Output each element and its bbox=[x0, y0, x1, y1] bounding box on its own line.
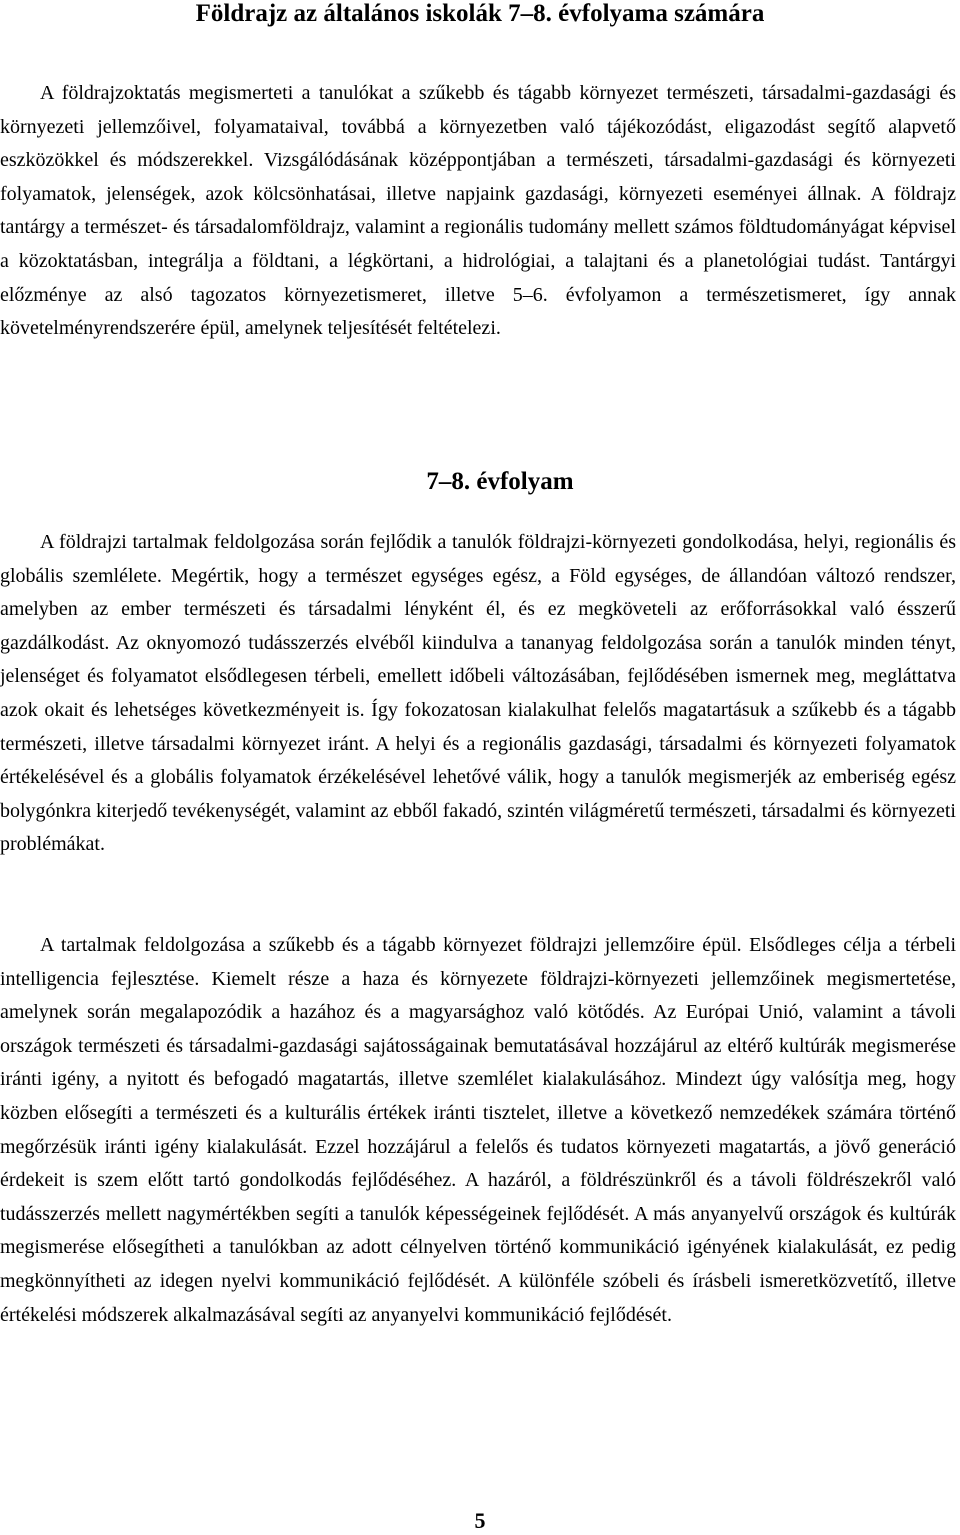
page-number: 5 bbox=[474, 1508, 486, 1533]
section-paragraph-1: A földrajzi tartalmak feldolgozása során fejlődik a tanulók földrajzi-környezeti gondolkodása, helyi, regionális és globális szemlélete. Megértik, hogy a természet egységes egész, a Föld egységes, de állandóan változó rendszer, amelyben az ember természeti és társadalmi lényként él, és ez megköveteli az erőforrásokkal való ésszerű gazdálkodást. Az oknyomozó tudásszerzés elvéből kiindulva a tananyag feldolgozása során a tanulók minden tényt, jelenséget és folyamatot elsődlegesen térbeli, emellett időbeli változásában, fejlődésében ismernek meg, megláttatva azok okait és lehetséges következményeit is. Így fokozatosan kialakulhat felelős magatartásuk a szűkebb és a tágabb természeti, illetve társadalmi környezet iránt. A helyi és a regionális gazdasági, társadalmi és környezeti folyamatok értékelésével és a globális folyamatok érzékelésével lehetővé válik, hogy a tanulók megismerjék az emberiség egész bolygónkra kiterjedő tevékenységét, valamint az ebből fakadó, szintén világméretű természeti, társadalmi és környezeti problémákat. bbox=[0, 531, 956, 856]
intro-paragraph: A földrajzoktatás megismerteti a tanulókat a szűkebb és tágabb környezet természeti, társadalmi-gazdasági és környezeti jellemzőivel, folyamataival, továbbá a környezetben való tájékozódást, eligazodást segítő alapvető eszközökkel és módszerekkel. Vizsgálódásának középpontjában a természeti, társadalmi-gazdasági és környezeti folyamatok, jelenségek, azok kölcsönhatásai, illetve napjaink gazdasági, környezeti eseményei állnak. A földrajz tantárgy a természet- és társadalomföldrajz, valamint a regionális tudomány mellett számos földtudományágat képvisel a közoktatásban, integrálja a földtani, a légkörtani, a hidrológiai, a talajtani és a planetológiai tudást. Tantárgyi előzménye az alsó tagozatos környezetismeret, illetve 5–6. évfolyamon a természetismeret, így annak követelményrendszerére épül, amelynek teljesítését feltételezi. bbox=[0, 82, 956, 340]
document-title: Földrajz az általános iskolák 7–8. évfolyama számára bbox=[195, 0, 765, 27]
section-paragraph-2: A tartalmak feldolgozása a szűkebb és a tágabb környezet földrajzi jellemzőire épül. Elsődleges célja a térbeli intelligencia fejlesztése. Kiemelt része a haza és környezete földrajzi-környezeti jellemzőinek megismertetése, amelynek során megalapozódik a hazához és a magyarsághoz való kötődés. Az Európai Unió, valamint a távoli országok természeti és társadalmi-gazdasági sajátosságainak bemutatásával hozzájárul az eltérő kultúrák megismerése iránti igény, a nyitott és befogadó magatartás, illetve szemlélet kialakulásához. Mindezt úgy valósítja meg, hogy közben elősegíti a természeti és a kulturális értékek iránti tisztelet, illetve a következő nemzedékek számára történő megőrzésük iránti igény kialakulását. Ezzel hozzájárul a felelős és tudatos környezeti magatartás, a jövő generáció érdekeit is szem előtt tartó gondolkodás fejlődéséhez. A hazáról, a földrészünkről és a távoli földrészekről való tudásszerzés mellett nagymértékben segíti a tanulók képességeinek fejlődését. A más anyanyelvű országok és kultúrák megismerése elősegítheti a tanulókban az adott célnyelven történő kommunikáció igényének kialakulását, ez pedig megkönnyítheti az idegen nyelvi kommunikáció fejlődését. A különféle szóbeli és írásbeli ismeretközvetítő, illetve értékelési módszerek alkalmazásával segíti az anyanyelvi kommunikáció fejlődését. bbox=[0, 934, 956, 1326]
section-heading: 7–8. évfolyam bbox=[426, 468, 574, 495]
